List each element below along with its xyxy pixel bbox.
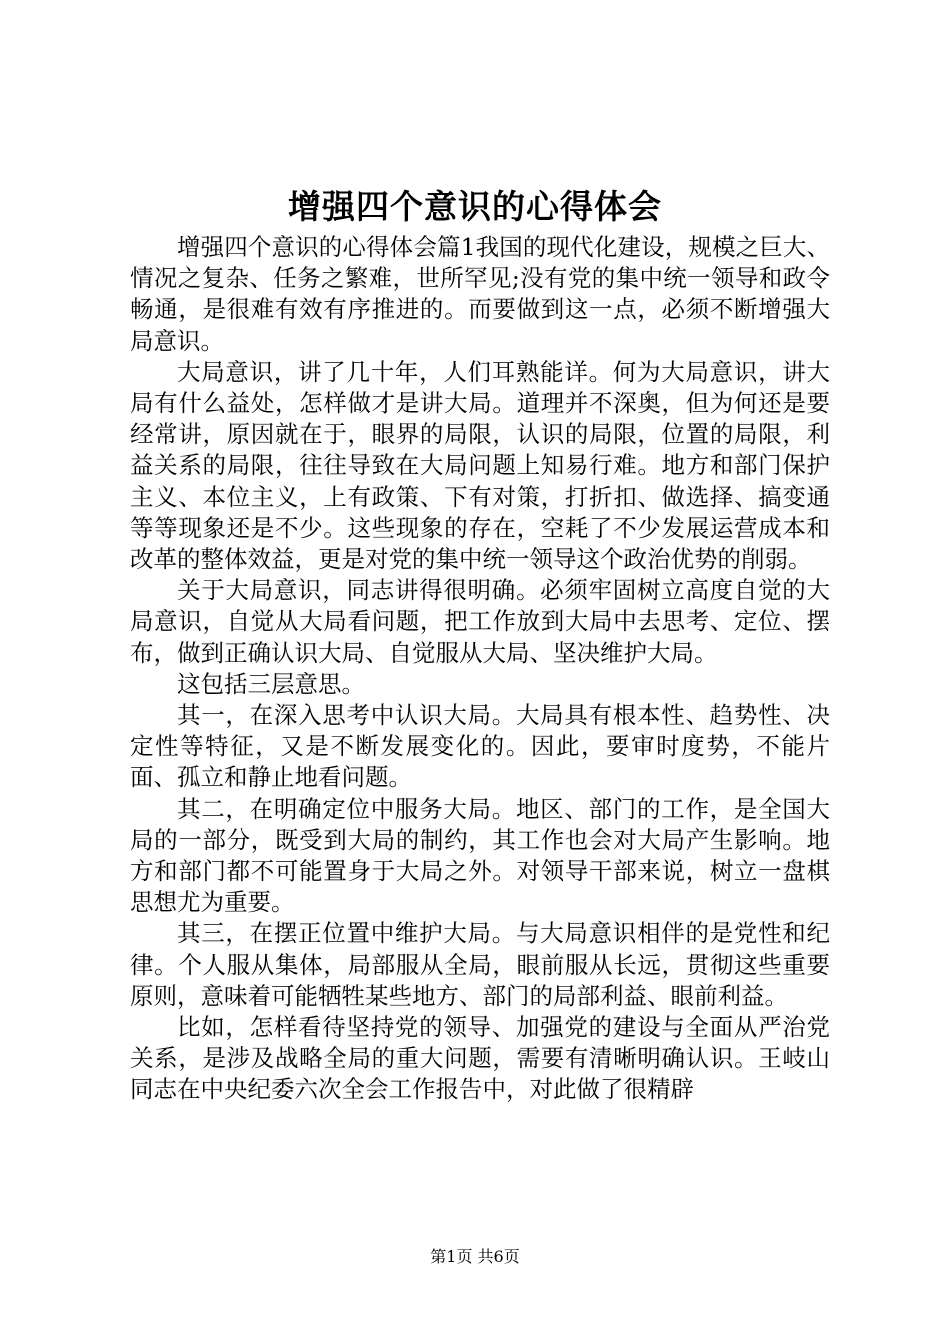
paragraph: 其二，在明确定位中服务大局。地区、部门的工作，是全国大局的一部分，既受到大局的制约，其工作也会对大局产生影响。地方和部门都不可能置身于大局之外。对领导干部来说，树立一盘棋思想尤为重要。 xyxy=(130,794,830,917)
paragraph: 这包括三层意思。 xyxy=(177,669,365,698)
paragraph: 关于大局意识，同志讲得很明确。必须牢固树立高度自觉的大局意识，自觉从大局看问题，把工作放到大局中去思考、定位、摆布，做到正确认识大局、自觉服从大局、坚决维护大局。 xyxy=(130,576,830,667)
document-title: 增强四个意识的心得体会 xyxy=(288,187,662,226)
paragraph: 其三，在摆正位置中维护大局。与大局意识相伴的是党性和纪律。个人服从集体，局部服从全局，眼前服从长远，贯彻这些重要原则，意味着可能牺牲某些地方、部门的局部利益、眼前利益。 xyxy=(130,919,830,1010)
paragraph: 其一，在深入思考中认识大局。大局具有根本性、趋势性、决定性等特征，又是不断发展变化的。因此，要审时度势，不能片面、孤立和静止地看问题。 xyxy=(130,701,830,792)
document-body xyxy=(130,232,830,1106)
paragraph: 增强四个意识的心得体会篇1我国的现代化建设，规模之巨大、情况之复杂、任务之繁难，世所罕见;没有党的集中统一领导和政令畅通，是很难有效有序推进的。而要做到这一点，必须不断增强大局意识。 xyxy=(130,233,830,355)
paragraph: 比如，怎样看待坚持党的领导、加强党的建设与全面从严治党关系，是涉及战略全局的重大问题，需要有清晰明确认识。王岐山同志在中央纪委六次全会工作报告中，对此做了很精辟 xyxy=(130,1013,830,1104)
page-number-footer: 第1页 共6页 xyxy=(430,1247,520,1266)
paragraph: 大局意识，讲了几十年，人们耳熟能详。何为大局意识，讲大局有什么益处，怎样做才是讲大局。道理并不深奥，但为何还是要经常讲，原因就在于，眼界的局限，认识的局限，位置的局限，利益关系的局限，往往导致在大局问题上知易行难。地方和部门保护主义、本位主义，上有政策、下有对策，打折扣、做选择、搞变通等等现象还是不少。这些现象的存在，空耗了不少发展运营成本和改革的整体效益，更是对党的集中统一领导这个政治优势的削弱。 xyxy=(130,357,830,574)
